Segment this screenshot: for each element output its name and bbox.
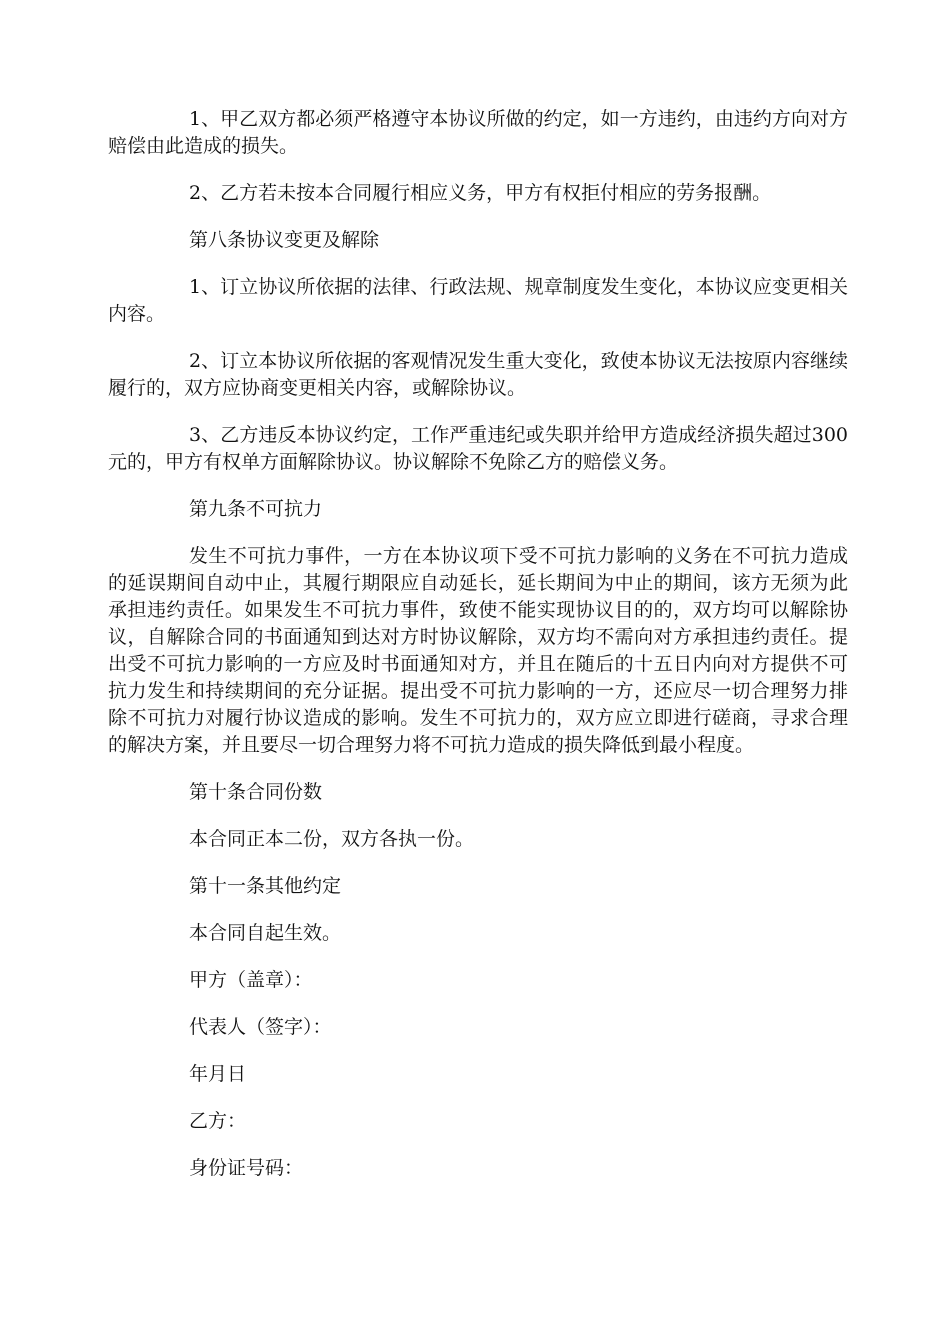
effective-paragraph: 本合同自起生效。: [189, 922, 342, 944]
document-body: [108, 106, 848, 1202]
date-line: 年月日: [189, 1063, 247, 1085]
party-a-seal-line: 甲方（盖章）：: [189, 969, 313, 991]
clause-paragraph-2: 2、乙方若未按本合同履行相应义务，甲方有权拒付相应的劳务报酬。: [189, 182, 772, 204]
copies-paragraph: 本合同正本二份，双方各执一份。: [189, 828, 475, 850]
id-number-line: 身份证号码：: [189, 1157, 304, 1179]
clause-paragraph-8-2: 2、订立本协议所依据的客观情况发生重大变化，致使本协议无法按原内容继续履行的，双方应协商变更相关内容，或解除协议。: [108, 350, 848, 399]
clause-paragraph-8-3: 3、乙方违反本协议约定，工作严重违纪或失职并给甲方造成经济损失超过300元的，甲方有权单方面解除协议。协议解除不免除乙方的赔偿义务。: [108, 424, 848, 473]
clause-paragraph-1: 1、甲乙双方都必须严格遵守本协议所做的约定，如一方违约，由违约方向对方赔偿由此造成的损失。: [108, 108, 848, 157]
section-heading-11: 第十一条其他约定: [189, 875, 342, 897]
representative-signature-line: 代表人（签字）：: [189, 1016, 332, 1038]
section-heading-10: 第十条合同份数: [189, 781, 323, 803]
section-heading-8: 第八条协议变更及解除: [189, 229, 380, 251]
force-majeure-paragraph: 发生不可抗力事件，一方在本协议项下受不可抗力影响的义务在不可抗力造成的延误期间自动中止，其履行期限应自动延长，延长期间为中止的期间，该方无须为此承担违约责任。如果发生不可抗力事件，致使不能实现协议目的的，双方均可以解除协议，自解除合同的书面通知到达对方时协议解除，双方均不需向对方承担违约责任。提出受不可抗力影响的一方应及时书面通知对方，并且在随后的十五日内向对方提供不可抗力发生和持续期间的充分证据。提出受不可抗力影响的一方，还应尽一切合理努力排除不可抗力对履行协议造成的影响。发生不可抗力的，双方应立即进行磋商，寻求合理的解决方案，并且要尽一切合理努力将不可抗力造成的损失降低到最小程度。: [108, 545, 848, 756]
party-b-line: 乙方：: [189, 1110, 247, 1132]
clause-paragraph-8-1: 1、订立协议所依据的法律、行政法规、规章制度发生变化，本协议应变更相关内容。: [108, 276, 848, 325]
section-heading-9: 第九条不可抗力: [189, 498, 323, 520]
